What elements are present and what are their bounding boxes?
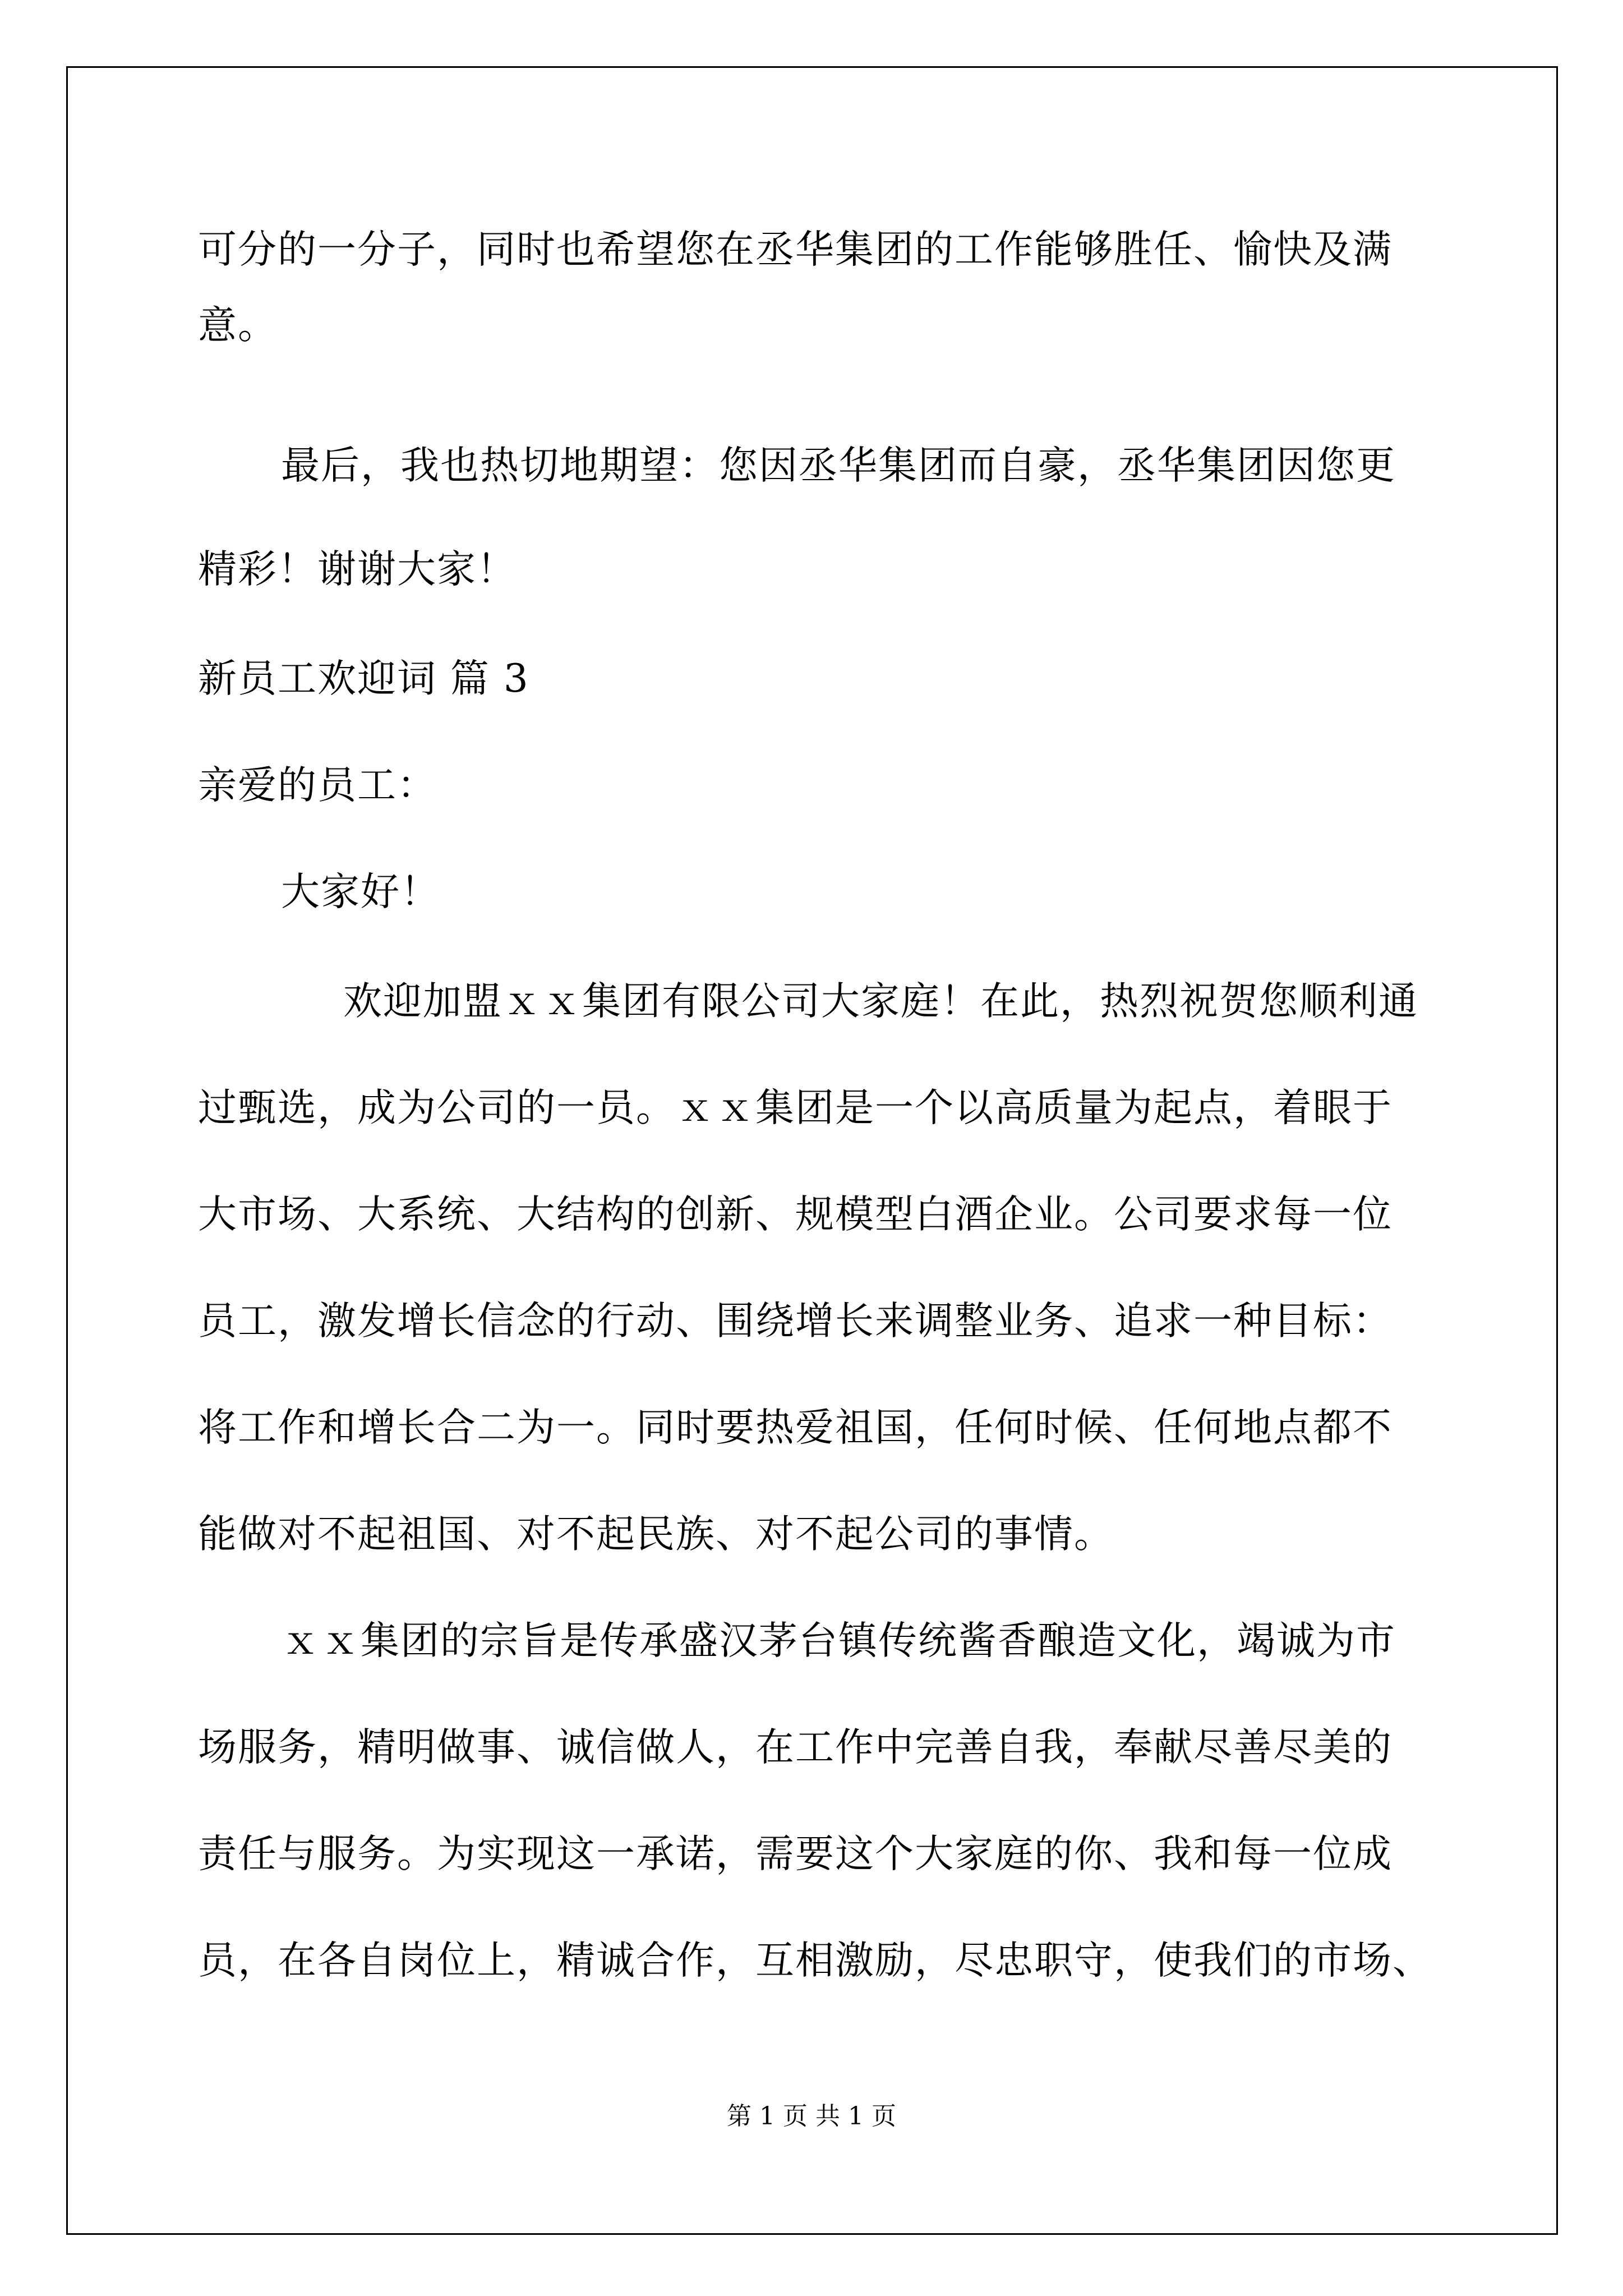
salutation: 亲爱的员工： bbox=[198, 763, 437, 808]
page-border bbox=[66, 66, 1558, 2235]
text-line: 责任与服务。为实现这一承诺，需要这个大家庭的你、我和每一位成 bbox=[198, 1832, 1393, 1876]
text-line: 意。 bbox=[198, 303, 278, 348]
text-line: 最后，我也热切地期望：您因丞华集团而自豪，丞华集团因您更 bbox=[281, 443, 1396, 488]
text-line: 员，在各自岗位上，精诚合作，互相激励，尽忠职守，使我们的市场、 bbox=[198, 1938, 1432, 1983]
text-line: 大市场、大系统、大结构的创新、规模型白酒企业。公司要求每一位 bbox=[198, 1192, 1393, 1237]
text-line: 可分的一分子，同时也希望您在丞华集团的工作能够胜任、愉快及满 bbox=[198, 227, 1393, 272]
page-number-footer: 第 1 页 共 1 页 bbox=[727, 2102, 896, 2131]
text-line: 能做对不起祖国、对不起民族、对不起公司的事情。 bbox=[198, 1512, 1114, 1557]
text-line: 将工作和增长合二为一。同时要热爱祖国，任何时候、任何地点都不 bbox=[198, 1405, 1393, 1450]
text-line: 场服务，精明做事、诚信做人，在工作中完善自我，奉献尽善尽美的 bbox=[198, 1725, 1393, 1770]
text-line: ｘｘ集团的宗旨是传承盛汉茅台镇传统酱香酿造文化，竭诚为市 bbox=[281, 1618, 1396, 1663]
text-line: 欢迎加盟ｘｘ集团有限公司大家庭！在此，热烈祝贺您顺利通 bbox=[343, 979, 1418, 1024]
greeting: 大家好！ bbox=[281, 869, 440, 914]
text-line: 过甄选，成为公司的一员。ｘｘ集团是一个以高质量为起点，着眼于 bbox=[198, 1085, 1393, 1130]
text-line: 精彩！谢谢大家！ bbox=[198, 547, 517, 592]
text-line: 员工，激发增长信念的行动、围绕增长来调整业务、追求一种目标： bbox=[198, 1299, 1393, 1343]
section-heading: 新员工欢迎词 篇 3 bbox=[198, 656, 529, 701]
